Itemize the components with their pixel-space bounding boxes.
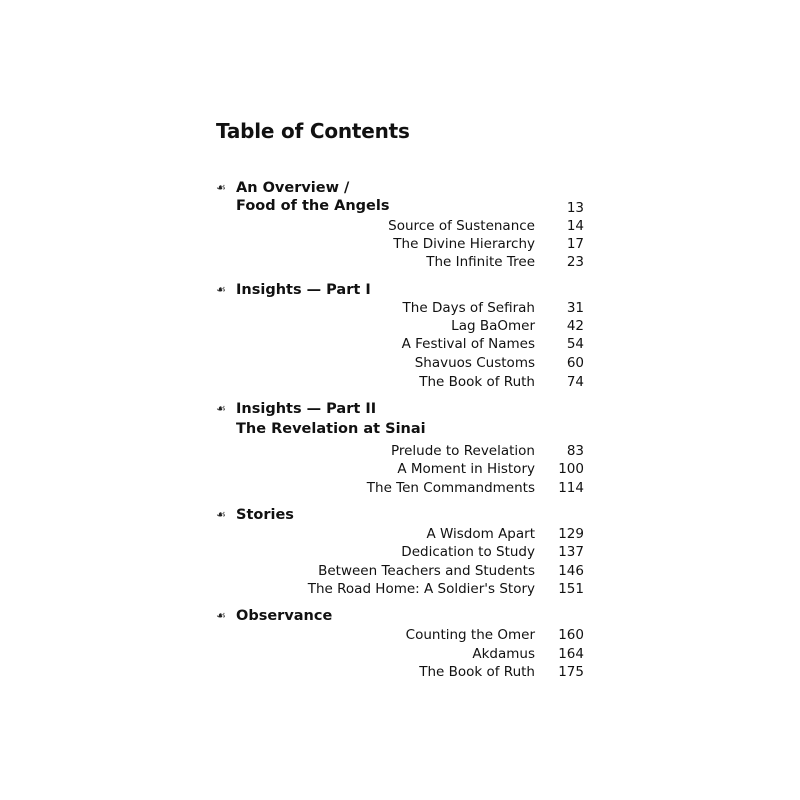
entry-title: Dedication to Study	[401, 544, 535, 560]
entry-title: The Book of Ruth	[419, 664, 535, 680]
entry-title: The Divine Hierarchy	[393, 236, 535, 252]
page-title: Table of Contents	[216, 119, 410, 143]
section-subheading[interactable]: Food of the Angels	[236, 198, 390, 214]
entry-page-number: 160	[558, 627, 584, 643]
entry-page-number: 60	[566, 355, 584, 371]
entry-page-number: 114	[558, 480, 584, 496]
ornament-icon: ☙	[216, 283, 226, 296]
entry-page-number: 100	[558, 461, 584, 477]
entry-page-number: 23	[566, 254, 584, 270]
entry-page-number: 31	[566, 300, 584, 316]
toc-entry[interactable]	[200, 234, 584, 254]
entry-title: The Ten Commandments	[366, 480, 535, 496]
toc-entry[interactable]	[200, 316, 584, 336]
ornament-icon: ☙	[216, 181, 226, 194]
section-heading-label: Stories	[236, 507, 294, 523]
toc-entry[interactable]	[200, 524, 584, 544]
section-heading[interactable]	[216, 399, 376, 419]
entry-page-number: 164	[558, 646, 584, 662]
toc-entry[interactable]	[200, 298, 584, 318]
toc-entry[interactable]	[200, 252, 584, 272]
entry-title: A Festival of Names	[401, 336, 535, 352]
ornament-icon: ☙	[216, 609, 226, 622]
entry-title: The Book of Ruth	[419, 374, 535, 390]
entry-page-number: 175	[558, 664, 584, 680]
toc-entry[interactable]	[200, 542, 584, 562]
toc-entry[interactable]	[200, 579, 584, 599]
entry-title: Lag BaOmer	[451, 318, 535, 334]
toc-entry[interactable]	[200, 353, 584, 373]
ornament-icon: ☙	[216, 508, 226, 521]
section-heading[interactable]	[216, 505, 294, 525]
toc-entry[interactable]	[200, 561, 584, 581]
section-heading[interactable]	[216, 178, 349, 198]
section-heading[interactable]	[216, 280, 371, 300]
toc-entry[interactable]	[200, 625, 584, 645]
entry-title: The Infinite Tree	[426, 254, 535, 270]
toc-entry[interactable]	[200, 372, 584, 392]
entry-title: Counting the Omer	[405, 627, 535, 643]
entry-title: Prelude to Revelation	[390, 443, 535, 459]
toc-entry[interactable]	[200, 198, 584, 218]
section-heading[interactable]	[216, 606, 332, 626]
entry-title: Source of Sustenance	[388, 218, 535, 234]
entry-page-number: 146	[558, 563, 584, 579]
entry-page-number: 17	[566, 236, 584, 252]
toc-entry[interactable]	[200, 644, 584, 664]
section-heading-label: Insights — Part I	[236, 282, 371, 298]
toc-entry[interactable]	[200, 459, 584, 479]
toc-entry[interactable]	[200, 662, 584, 682]
entry-title: A Wisdom Apart	[426, 526, 535, 542]
toc-entry[interactable]	[200, 478, 584, 498]
section-subheading[interactable]: The Revelation at Sinai	[236, 421, 426, 437]
section-heading-label: Insights — Part II	[236, 401, 377, 417]
entry-title: Akdamus	[472, 646, 535, 662]
entry-page-number: 42	[566, 318, 584, 334]
ornament-icon: ☙	[216, 402, 226, 415]
entry-title: Shavuos Customs	[414, 355, 535, 371]
entry-page-number: 129	[558, 526, 584, 542]
toc-entry[interactable]	[200, 441, 584, 461]
section-heading-label: Observance	[236, 608, 333, 624]
entry-page-number: 14	[566, 218, 584, 234]
entry-page-number: 74	[566, 374, 584, 390]
entry-page-number: 13	[566, 200, 584, 216]
entry-title: The Road Home: A Soldier's Story	[307, 581, 535, 597]
section-heading-label: An Overview /	[236, 180, 350, 196]
entry-title: The Days of Sefirah	[402, 300, 535, 316]
entry-title: A Moment in History	[397, 461, 535, 477]
entry-title: Between Teachers and Students	[318, 563, 535, 579]
entry-page-number: 151	[558, 581, 584, 597]
entry-page-number: 54	[566, 336, 584, 352]
toc-entry[interactable]	[200, 334, 584, 354]
toc-entry[interactable]	[200, 216, 584, 236]
entry-page-number: 83	[566, 443, 584, 459]
entry-page-number: 137	[558, 544, 584, 560]
